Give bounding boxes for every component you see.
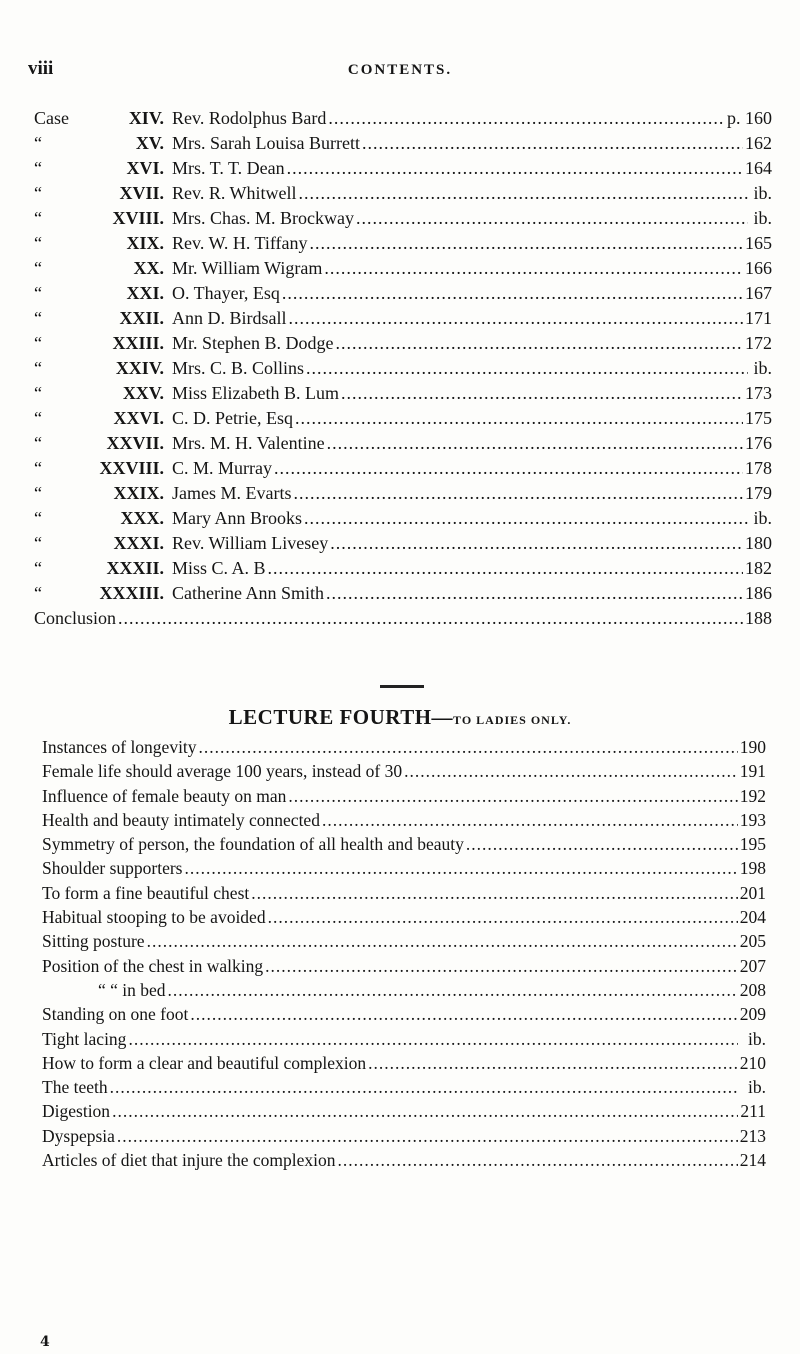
topic-page: 211 bbox=[740, 1101, 766, 1122]
lecture-subtitle: TO LADIES ONLY. bbox=[453, 713, 572, 727]
case-entry bbox=[34, 258, 772, 283]
case-entry bbox=[34, 333, 772, 358]
case-entry bbox=[34, 308, 772, 333]
ditto-mark: “ bbox=[34, 183, 42, 203]
topic-entry bbox=[42, 1150, 766, 1174]
case-name: Rev. William Livesey bbox=[172, 533, 329, 553]
topic-entry bbox=[42, 1004, 766, 1028]
topic-page: 204 bbox=[739, 907, 766, 928]
ditto-mark: “ bbox=[34, 283, 42, 303]
topic-name: “ “ in bed bbox=[98, 979, 166, 1000]
case-number: XXX. bbox=[120, 508, 164, 528]
ditto-mark: “ bbox=[34, 483, 42, 503]
ditto-mark: “ bbox=[34, 583, 42, 603]
ditto-mark: “ bbox=[34, 558, 42, 578]
topic-name: Sitting posture bbox=[42, 931, 145, 952]
case-page: 178 bbox=[745, 458, 772, 478]
topic-entry bbox=[42, 810, 766, 834]
topic-name: Female life should average 100 years, instead of 30 bbox=[42, 761, 403, 782]
lecture-heading bbox=[0, 705, 800, 730]
case-name: Mr. Stephen B. Dodge bbox=[172, 333, 334, 353]
case-number: XXVII. bbox=[106, 433, 164, 453]
case-name: Miss Elizabeth B. Lum bbox=[172, 383, 339, 403]
case-number: XXXII. bbox=[106, 558, 164, 578]
topic-page: 209 bbox=[739, 1004, 766, 1025]
leader-dots bbox=[289, 308, 744, 329]
leader-dots bbox=[310, 233, 743, 254]
leader-dots bbox=[287, 158, 743, 179]
case-name: Mrs. T. T. Dean bbox=[172, 158, 285, 178]
case-page: ib. bbox=[753, 183, 772, 203]
case-number: XV. bbox=[135, 133, 164, 153]
topic-name: Symmetry of person, the foundation of all health and beauty bbox=[42, 834, 464, 855]
page-header bbox=[0, 50, 800, 90]
case-entry bbox=[34, 158, 772, 183]
case-entry bbox=[34, 533, 772, 558]
case-page: 173 bbox=[745, 383, 772, 403]
leader-dots bbox=[356, 208, 748, 229]
topic-page: 214 bbox=[739, 1150, 766, 1171]
case-page: ib. bbox=[753, 358, 772, 378]
running-head: CONTENTS. bbox=[347, 62, 453, 78]
topic-entry bbox=[42, 980, 766, 1004]
case-name: Mrs. C. B. Collins bbox=[172, 358, 305, 378]
case-entry bbox=[34, 383, 772, 408]
case-name: Catherine Ann Smith bbox=[172, 583, 324, 603]
conclusion-entry bbox=[34, 608, 772, 633]
case-name: Rev. W. H. Tiffany bbox=[172, 233, 308, 253]
topic-page: ib. bbox=[748, 1077, 766, 1098]
case-number: XX. bbox=[133, 258, 164, 278]
case-name: Ann D. Birdsall bbox=[172, 308, 287, 328]
case-entry bbox=[34, 458, 772, 483]
ditto-mark: “ bbox=[34, 133, 42, 153]
case-page: 179 bbox=[745, 483, 772, 503]
topic-entry bbox=[42, 1101, 766, 1125]
case-name: O. Thayer, Esq bbox=[172, 283, 280, 303]
case-entry bbox=[34, 183, 772, 208]
leader-dots bbox=[282, 283, 743, 304]
ditto-mark: “ bbox=[34, 383, 42, 403]
leader-dots bbox=[328, 108, 725, 129]
leader-dots bbox=[147, 931, 738, 952]
topic-name: How to form a clear and beautiful complexion bbox=[42, 1052, 367, 1073]
topic-page: 195 bbox=[739, 834, 766, 855]
case-entry bbox=[34, 283, 772, 308]
case-entry bbox=[34, 408, 772, 433]
topic-name: Influence of female beauty on man bbox=[42, 785, 287, 806]
topic-name: Standing on one foot bbox=[42, 1004, 189, 1025]
leader-dots bbox=[338, 1150, 738, 1171]
topic-page: 208 bbox=[739, 979, 766, 1000]
case-name: Rev. Rodolphus Bard bbox=[172, 108, 327, 128]
topic-name: To form a fine beautiful chest bbox=[42, 882, 250, 903]
case-name: Mrs. Chas. M. Brockway bbox=[172, 208, 354, 228]
leader-dots bbox=[293, 483, 743, 504]
ditto-mark: “ bbox=[34, 358, 42, 378]
case-entry bbox=[34, 558, 772, 583]
case-name: Mary Ann Brooks bbox=[172, 508, 302, 528]
topic-page: 193 bbox=[739, 809, 766, 830]
leader-dots bbox=[336, 333, 744, 354]
leader-dots bbox=[274, 458, 743, 479]
topic-page: 198 bbox=[739, 858, 766, 879]
cases-list bbox=[34, 108, 772, 633]
case-number: XXIII. bbox=[112, 333, 164, 353]
case-page: 172 bbox=[745, 333, 772, 353]
case-page: ib. bbox=[753, 208, 772, 228]
ditto-mark: “ bbox=[34, 158, 42, 178]
topic-entry bbox=[42, 858, 766, 882]
case-number: XIV. bbox=[128, 108, 164, 128]
topic-name: The teeth bbox=[42, 1077, 108, 1098]
leader-dots bbox=[295, 408, 743, 429]
case-name: James M. Evarts bbox=[172, 483, 292, 503]
case-name: Rev. R. Whitwell bbox=[172, 183, 297, 203]
case-number: XXI. bbox=[126, 283, 164, 303]
ditto-mark: “ bbox=[34, 508, 42, 528]
topic-entry bbox=[42, 1029, 766, 1053]
case-page: 176 bbox=[745, 433, 772, 453]
footer-mark: 4 bbox=[40, 1334, 50, 1350]
topic-entry bbox=[42, 834, 766, 858]
case-name: C. M. Murray bbox=[172, 458, 272, 478]
leader-dots bbox=[190, 1004, 737, 1025]
case-entry bbox=[34, 583, 772, 608]
leader-dots bbox=[268, 558, 743, 579]
leader-dots bbox=[322, 810, 738, 831]
ditto-mark: “ bbox=[34, 208, 42, 228]
topic-name: Instances of longevity bbox=[42, 737, 197, 757]
leader-dots bbox=[326, 583, 743, 604]
topic-entry bbox=[42, 883, 766, 907]
topic-name: Habitual stooping to be avoided bbox=[42, 907, 266, 928]
leader-dots bbox=[304, 508, 748, 529]
case-number: XVII. bbox=[119, 183, 164, 203]
topic-entry bbox=[42, 931, 766, 955]
conclusion-label: Conclusion bbox=[34, 608, 117, 628]
case-entry bbox=[34, 433, 772, 458]
leader-dots bbox=[327, 433, 743, 454]
leader-dots bbox=[118, 608, 743, 629]
leader-dots bbox=[324, 258, 743, 279]
topic-entry bbox=[42, 1053, 766, 1077]
case-number: XXVI. bbox=[113, 408, 164, 428]
topic-entry bbox=[42, 786, 766, 810]
topic-page: 213 bbox=[739, 1125, 766, 1146]
case-number: XXII. bbox=[119, 308, 164, 328]
leader-dots bbox=[117, 1126, 738, 1147]
ditto-mark: “ bbox=[34, 533, 42, 553]
leader-dots bbox=[341, 383, 743, 404]
case-entry bbox=[34, 133, 772, 158]
case-entry bbox=[34, 508, 772, 533]
topic-name: Digestion bbox=[42, 1101, 111, 1122]
topic-name: Tight lacing bbox=[42, 1028, 127, 1049]
case-number: XXXIII. bbox=[99, 583, 164, 603]
case-entry bbox=[34, 483, 772, 508]
case-label: Case bbox=[34, 108, 69, 128]
leader-dots bbox=[112, 1101, 738, 1122]
case-page: 171 bbox=[745, 308, 772, 328]
topic-name: Articles of diet that injure the complexion bbox=[42, 1150, 336, 1171]
case-page: 175 bbox=[745, 408, 772, 428]
case-number: XXV. bbox=[122, 383, 164, 403]
ditto-mark: “ bbox=[34, 258, 42, 278]
leader-dots bbox=[184, 858, 737, 879]
leader-dots bbox=[306, 358, 748, 379]
case-page: 166 bbox=[745, 258, 772, 278]
leader-dots bbox=[330, 533, 743, 554]
ditto-mark: “ bbox=[34, 233, 42, 253]
case-number: XIX. bbox=[126, 233, 164, 253]
topic-name: Dyspepsia bbox=[42, 1125, 115, 1146]
case-page: 164 bbox=[745, 158, 772, 178]
topic-entry bbox=[42, 761, 766, 785]
page-number: viii bbox=[28, 58, 54, 79]
case-entry bbox=[34, 208, 772, 233]
leader-dots bbox=[199, 737, 738, 758]
ditto-mark: “ bbox=[34, 308, 42, 328]
leader-dots bbox=[404, 761, 738, 782]
case-entry bbox=[34, 358, 772, 383]
topic-name: Health and beauty intimately connected bbox=[42, 809, 320, 830]
case-name: Miss C. A. B bbox=[172, 558, 266, 578]
topic-entry bbox=[42, 1077, 766, 1101]
leader-dots bbox=[251, 883, 738, 904]
leader-dots bbox=[288, 786, 737, 807]
case-page: 180 bbox=[745, 533, 772, 553]
topic-name: Shoulder supporters bbox=[42, 858, 183, 879]
case-entry bbox=[34, 233, 772, 258]
leader-dots bbox=[466, 834, 738, 855]
topic-page: 207 bbox=[739, 955, 766, 976]
ditto-mark: “ bbox=[34, 408, 42, 428]
section-divider bbox=[380, 685, 424, 688]
ditto-mark: “ bbox=[34, 458, 42, 478]
topic-page: ib. bbox=[748, 1028, 766, 1049]
topic-page: 191 bbox=[739, 761, 766, 782]
case-number: XXIV. bbox=[115, 358, 164, 378]
case-number: XXVIII. bbox=[99, 458, 164, 478]
case-page: 186 bbox=[745, 583, 772, 603]
leader-dots bbox=[110, 1077, 738, 1098]
case-name: Mrs. Sarah Louisa Burrett bbox=[172, 133, 360, 153]
case-name: C. D. Petrie, Esq bbox=[172, 408, 293, 428]
case-number: XVIII. bbox=[112, 208, 164, 228]
leader-dots bbox=[268, 907, 738, 928]
case-number: XXIX. bbox=[113, 483, 164, 503]
topic-page: 210 bbox=[739, 1052, 766, 1073]
case-number: XXXI. bbox=[113, 533, 164, 553]
topic-name: Position of the chest in walking bbox=[42, 955, 264, 976]
leader-dots bbox=[368, 1053, 738, 1074]
topic-entry bbox=[42, 1126, 766, 1150]
conclusion-page: 188 bbox=[745, 608, 772, 628]
ditto-mark: “ bbox=[34, 333, 42, 353]
topic-entry bbox=[42, 956, 766, 980]
case-page: p. 160 bbox=[727, 108, 772, 128]
case-page: 162 bbox=[745, 133, 772, 153]
case-page: 167 bbox=[745, 283, 772, 303]
leader-dots bbox=[299, 183, 749, 204]
topic-page: 192 bbox=[739, 785, 766, 806]
case-number: XVI. bbox=[126, 158, 164, 178]
ditto-mark: “ bbox=[34, 433, 42, 453]
case-page: 165 bbox=[745, 233, 772, 253]
case-name: Mr. William Wigram bbox=[172, 258, 323, 278]
leader-dots bbox=[168, 980, 738, 1001]
topic-page: 201 bbox=[739, 882, 766, 903]
topic-entry bbox=[42, 737, 766, 761]
lecture-title: LECTURE FOURTH— bbox=[228, 705, 454, 729]
case-entry bbox=[34, 108, 772, 133]
topics-list bbox=[42, 737, 766, 1174]
topic-page: 190 bbox=[739, 737, 766, 757]
case-page: ib. bbox=[753, 508, 772, 528]
leader-dots bbox=[128, 1029, 738, 1050]
case-name: Mrs. M. H. Valentine bbox=[172, 433, 325, 453]
case-page: 182 bbox=[745, 558, 772, 578]
topic-entry bbox=[42, 907, 766, 931]
leader-dots bbox=[362, 133, 743, 154]
topic-page: 205 bbox=[739, 931, 766, 952]
leader-dots bbox=[265, 956, 738, 977]
